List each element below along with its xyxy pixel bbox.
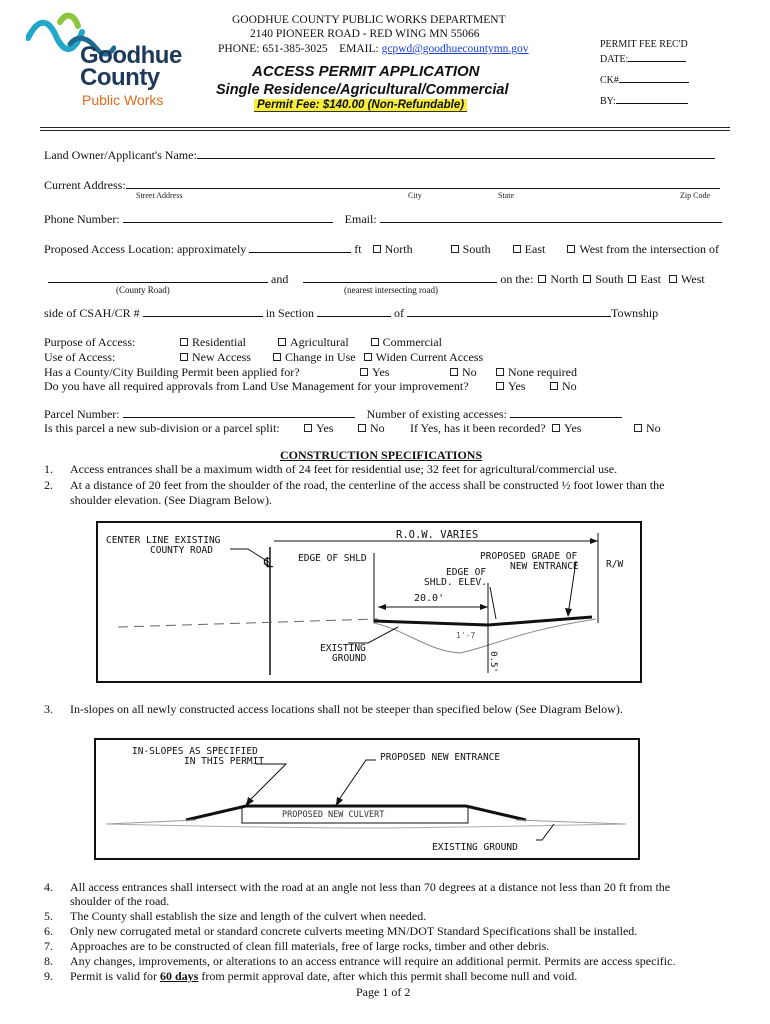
- csah-field[interactable]: [143, 305, 263, 317]
- email-link[interactable]: gcpwd@goodhuecountymn.gov: [381, 43, 529, 55]
- purpose-label: Purpose of Access:: [44, 335, 136, 349]
- agricultural-checkbox[interactable]: [278, 338, 286, 346]
- page-title: ACCESS PERMIT APPLICATION: [252, 63, 480, 80]
- office-date-row: DATE:: [600, 52, 689, 67]
- ditch-label: 1'-7: [456, 631, 476, 640]
- email-field[interactable]: [380, 211, 722, 223]
- dept-contact: [218, 43, 529, 55]
- logo-word-county: County: [80, 64, 160, 91]
- ground-label: GROUND: [332, 653, 367, 664]
- dept-name: GOODHUE COUNTY PUBLIC WORKS DEPARTMENT: [232, 14, 506, 26]
- edge-shld-label: EDGE OF SHLD: [298, 553, 367, 564]
- half-foot-label: 0.5': [487, 651, 498, 673]
- split-no: No: [356, 421, 385, 436]
- east2-checkbox[interactable]: [628, 275, 636, 283]
- split-yes-checkbox[interactable]: [304, 424, 312, 432]
- spec-item-2: 2. At a distance of 20 feet from the shoulder of the road, the centerline of the access shall be constructed ½ foot lower than the: [44, 478, 665, 492]
- recorded-yes: Yes: [550, 421, 581, 436]
- residential-checkbox[interactable]: [180, 338, 188, 346]
- building-no: No: [448, 365, 477, 380]
- owner-field[interactable]: [197, 147, 715, 159]
- location-row: Proposed Access Location: approximately ft North South East West from the intersection of: [44, 242, 719, 256]
- office-by-row: BY:: [600, 94, 689, 109]
- nearest-road-sub: (nearest intersecting road): [344, 285, 438, 295]
- dept-address: 2140 PIONEER ROAD - RED WING MN 55066: [250, 28, 480, 40]
- approvals-yes: Yes: [494, 379, 525, 394]
- email-form-label: Email:: [344, 212, 377, 226]
- logo-word-goodhue: Goodhue: [80, 42, 182, 69]
- office-fee-label: PERMIT FEE REC'D: [600, 39, 688, 50]
- phone-row: [44, 211, 722, 227]
- section-field[interactable]: [317, 305, 391, 317]
- north-checkbox[interactable]: [373, 245, 381, 253]
- purpose-options: Residential Agricultural Commercial: [178, 335, 442, 350]
- parcel-field[interactable]: [123, 406, 355, 418]
- spec-item-2-cont: shoulder elevation. (See Diagram Below).: [70, 493, 272, 507]
- parcel-row: Parcel Number: Number of existing accesses:: [44, 406, 622, 422]
- south-checkbox[interactable]: [451, 245, 459, 253]
- recorded-no: No: [632, 421, 661, 436]
- proposed-culvert-label: PROPOSED NEW CULVERT: [282, 810, 385, 820]
- proposed-entrance-label: PROPOSED NEW ENTRANCE: [380, 752, 501, 763]
- west2-checkbox[interactable]: [669, 275, 677, 283]
- address-field[interactable]: [126, 177, 720, 189]
- building-yes: Yes: [358, 365, 389, 380]
- page-subtitle: Single Residence/Agricultural/Commercial: [216, 82, 509, 98]
- approvals-no-checkbox[interactable]: [550, 382, 558, 390]
- spec-item-6: 6. Only new corrugated metal or standard concrete culverts meeting MN/DOT Standard Specifications shall be installed.: [44, 924, 638, 938]
- township-field[interactable]: [407, 305, 611, 317]
- spec-item-5: 5. The County shall establish the size and length of the culvert when needed.: [44, 909, 427, 923]
- existing-accesses-field[interactable]: [510, 406, 622, 418]
- owner-label: Land Owner/Applicant's Name:: [44, 148, 197, 162]
- inslopes-label-2: IN THIS PERMIT: [184, 756, 265, 767]
- use-label: Use of Access:: [44, 350, 116, 364]
- spec-item-3: 3. In-slopes on all newly constructed access locations shall not be steeper than specified below (See Diagram Below).: [44, 702, 623, 716]
- specs-heading: CONSTRUCTION SPECIFICATIONS: [280, 448, 483, 462]
- north2-checkbox[interactable]: [538, 275, 546, 283]
- header-divider: [40, 127, 730, 131]
- spec-item-1: 1. Access entrances shall be a maximum width of 24 feet for residential use; 32 feet for agricultural/commercial use.: [44, 462, 618, 476]
- rw-label: R/W: [606, 559, 624, 570]
- spec-item-4-cont: shoulder of the road.: [70, 894, 170, 908]
- building-question: Has a County/City Building Permit been applied for?: [44, 365, 300, 379]
- road-profile-diagram: [96, 521, 642, 683]
- addr-sub-zip: Zip Code: [680, 191, 710, 200]
- county-road-sub: (County Road): [116, 285, 170, 295]
- address-label: Current Address:: [44, 178, 126, 192]
- addr-sub-city: City: [408, 191, 422, 200]
- east-checkbox[interactable]: [513, 245, 521, 253]
- widen-checkbox[interactable]: [364, 353, 372, 361]
- office-use-box: [600, 38, 689, 109]
- spec-item-9: 9. Permit is valid for 60 days from permit approval date, after which this permit shall become null and void.: [44, 969, 578, 983]
- split-no-checkbox[interactable]: [358, 424, 366, 432]
- new-access-checkbox[interactable]: [180, 353, 188, 361]
- valid-days: 60 days: [160, 969, 199, 983]
- row-label: R.O.W. VARIES: [396, 529, 479, 541]
- proposed-label: Proposed Access Location: approximately: [44, 242, 247, 256]
- existing-label: EXISTING: [320, 643, 366, 654]
- phone-label: Phone Number:: [44, 212, 120, 226]
- logo-word-public-works: Public Works: [82, 92, 164, 108]
- existing-ground-label: EXISTING GROUND: [432, 842, 518, 853]
- proposed-grade-label: PROPOSED GRADE OF: [480, 551, 578, 562]
- recorded-no-checkbox[interactable]: [634, 424, 642, 432]
- permit-fee: Permit Fee: $140.00 (Non-Refundable): [254, 99, 467, 112]
- page-number: Page 1 of 2: [356, 985, 411, 999]
- addr-sub-street: Street Address: [136, 191, 183, 200]
- recorded-yes-checkbox[interactable]: [552, 424, 560, 432]
- building-yes-checkbox[interactable]: [360, 368, 368, 376]
- split-question: Is this parcel a new sub-division or a parcel split:: [44, 421, 280, 435]
- dimension-label: 20.0': [414, 593, 445, 604]
- approvals-yes-checkbox[interactable]: [496, 382, 504, 390]
- spec-item-4: 4. All access entrances shall intersect with the road at an angle not less than 70 degrees at a distance not less than 20 ft from the: [44, 880, 671, 894]
- spec-item-8: 8. Any changes, improvements, or alterations to an access entrance will require an additional permit. Permits are access specific.: [44, 954, 676, 968]
- south2-checkbox[interactable]: [583, 275, 591, 283]
- phone-text: PHONE: 651-385-3025: [218, 43, 328, 55]
- inslope-diagram: [94, 738, 640, 860]
- building-none: None required: [494, 365, 577, 380]
- cl-symbol: ℄: [264, 556, 273, 571]
- county-logo: [26, 8, 196, 112]
- section-row: side of CSAH/CR # in Section of Township: [44, 306, 659, 320]
- intersecting-road-field[interactable]: [303, 271, 497, 283]
- building-no-checkbox[interactable]: [450, 368, 458, 376]
- use-options: New Access Change in Use Widen Current Access: [178, 350, 483, 365]
- approvals-no: No: [548, 379, 577, 394]
- distance-field[interactable]: [249, 241, 351, 253]
- office-ck-row: CK#: [600, 73, 689, 88]
- edge-of-label: EDGE OF: [446, 567, 487, 578]
- split-yes: Yes: [302, 421, 333, 436]
- county-road-label: COUNTY ROAD: [150, 545, 213, 556]
- email-label: EMAIL:: [339, 43, 379, 55]
- spec-item-7: 7. Approaches are to be constructed of clean fill materials, free of large rocks, timber and other debris.: [44, 939, 550, 953]
- inslopes-label-1: IN-SLOPES AS SPECIFIED: [132, 746, 258, 757]
- approvals-question: Do you have all required approvals from Land Use Management for your improvement?: [44, 379, 469, 393]
- inslope-svg: [96, 740, 638, 858]
- addr-sub-state: State: [498, 191, 514, 200]
- change-use-checkbox[interactable]: [273, 353, 281, 361]
- west-checkbox[interactable]: [567, 245, 575, 253]
- commercial-checkbox[interactable]: [371, 338, 379, 346]
- county-road-field[interactable]: [48, 271, 268, 283]
- recorded-question: If Yes, has it been recorded?: [410, 421, 546, 435]
- owner-row: [44, 147, 715, 163]
- roads-row: and on the: North South East West: [48, 271, 705, 287]
- shld-elev-label: SHLD. ELEV.: [424, 577, 487, 588]
- new-entrance-label: NEW ENTRANCE: [510, 561, 579, 572]
- phone-field[interactable]: [123, 211, 333, 223]
- building-none-checkbox[interactable]: [496, 368, 504, 376]
- centerline-label: CENTER LINE EXISTING: [106, 535, 221, 546]
